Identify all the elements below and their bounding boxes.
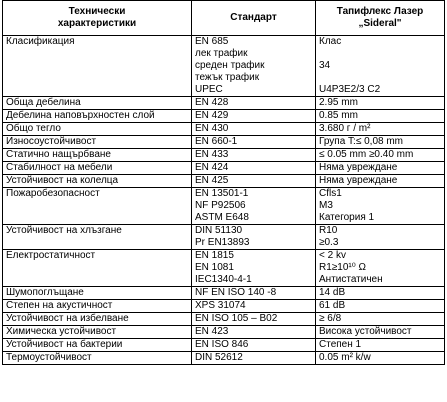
value-cell-text: Категория 1 <box>319 212 375 223</box>
header-standard <box>192 1 316 36</box>
standard-cell-text: Pr EN13893 <box>195 237 250 248</box>
characteristic-cell <box>3 110 192 123</box>
standard-cell-text: EN 1081 <box>195 262 234 273</box>
standard-cell-text: EN 423 <box>195 326 229 337</box>
value-cell <box>316 188 445 225</box>
characteristic-cell <box>3 225 192 250</box>
standard-cell-text: DIN 52612 <box>195 352 243 363</box>
table-row <box>3 175 445 188</box>
value-cell-text: Антистатичен <box>319 274 383 285</box>
value-cell-text: Клас <box>319 36 342 47</box>
characteristic-cell-text: Статично нащърбване <box>6 149 111 160</box>
table-row <box>3 287 445 300</box>
value-cell-text: 0.05 m² k/w <box>319 352 371 363</box>
standard-cell <box>192 313 316 326</box>
standard-cell-text: UPEC <box>195 84 223 95</box>
characteristic-cell <box>3 162 192 175</box>
value-cell-text: Cfls1 <box>319 188 342 199</box>
table-row <box>3 97 445 110</box>
value-cell-text: 0.85 mm <box>319 110 358 121</box>
characteristic-cell <box>3 188 192 225</box>
standard-cell-text: лек трафик <box>195 48 248 59</box>
standard-cell-text: EN 429 <box>195 110 229 121</box>
value-cell-text: 3.680 г / m² <box>319 123 371 134</box>
table-row <box>3 188 445 225</box>
standard-cell-text: XPS 31074 <box>195 300 246 311</box>
value-cell <box>316 162 445 175</box>
value-cell-text: U4P3E2/3 C2 <box>319 84 381 95</box>
table-body <box>3 36 445 365</box>
standard-cell <box>192 97 316 110</box>
header-characteristics-line1: Технически <box>68 6 126 17</box>
standard-cell-text: EN 433 <box>195 149 229 160</box>
header-characteristics-line2: характеристики <box>57 18 137 29</box>
standard-cell-text: EN 424 <box>195 162 229 173</box>
value-cell <box>316 225 445 250</box>
characteristic-cell <box>3 339 192 352</box>
standard-cell-text: EN ISO 846 <box>195 339 249 350</box>
standard-cell-text: среден трафик <box>195 60 265 71</box>
characteristic-cell-text <box>6 48 188 60</box>
value-cell-text: M3 <box>319 200 333 211</box>
value-cell <box>316 149 445 162</box>
characteristic-cell <box>3 287 192 300</box>
table-row <box>3 36 445 97</box>
standard-cell <box>192 188 316 225</box>
standard-cell <box>192 339 316 352</box>
header-product-line1: Тапифлекс Лазер <box>336 6 424 17</box>
characteristic-cell-text <box>6 262 188 274</box>
standard-cell <box>192 287 316 300</box>
table-row <box>3 162 445 175</box>
value-cell-text: Няма увреждане <box>319 162 398 173</box>
standard-cell-text: EN 13501-1 <box>195 188 249 199</box>
value-cell-text: 34 <box>319 60 331 71</box>
specifications-table <box>2 0 445 365</box>
standard-cell-text: EN 430 <box>195 123 229 134</box>
header-characteristics <box>3 1 192 36</box>
value-cell-text: R10 <box>319 225 338 236</box>
header-standard-label: Стандарт <box>230 12 277 23</box>
standard-cell-text: EN ISO 105 – B02 <box>195 313 278 324</box>
standard-cell <box>192 300 316 313</box>
table-row <box>3 313 445 326</box>
value-cell-text <box>319 48 441 60</box>
value-cell <box>316 136 445 149</box>
characteristic-cell-text: Химическа устойчивост <box>6 326 117 337</box>
value-cell-text: 2.95 mm <box>319 97 358 108</box>
value-cell <box>316 97 445 110</box>
characteristic-cell-text: Електростатичност <box>6 250 96 261</box>
characteristic-cell-text <box>6 200 188 212</box>
value-cell-text: 61 dB <box>319 300 346 311</box>
characteristic-cell-text: Термоустойчивост <box>6 352 92 363</box>
value-cell-text: Няма увреждане <box>319 175 398 186</box>
standard-cell <box>192 352 316 365</box>
value-cell <box>316 326 445 339</box>
characteristic-cell <box>3 175 192 188</box>
characteristic-cell <box>3 250 192 287</box>
characteristic-cell-text <box>6 237 188 249</box>
standard-cell-text: ASTM E648 <box>195 212 249 223</box>
characteristic-cell-text: Устойчивост на бактерии <box>6 339 123 350</box>
value-cell <box>316 123 445 136</box>
characteristic-cell-text: Обща дебелина <box>6 97 81 108</box>
table-row <box>3 300 445 313</box>
header-row <box>3 1 445 36</box>
characteristic-cell-text <box>6 60 188 72</box>
characteristic-cell-text <box>6 274 188 286</box>
value-cell-text <box>319 72 441 84</box>
characteristic-cell-text: Общо тегло <box>6 123 61 134</box>
value-cell <box>316 352 445 365</box>
value-cell <box>316 250 445 287</box>
characteristic-cell <box>3 123 192 136</box>
table-row <box>3 123 445 136</box>
standard-cell <box>192 123 316 136</box>
value-cell <box>316 339 445 352</box>
characteristic-cell <box>3 36 192 97</box>
characteristic-cell <box>3 136 192 149</box>
characteristic-cell-text: Шумопоглъщане <box>6 287 84 298</box>
characteristic-cell <box>3 352 192 365</box>
value-cell <box>316 300 445 313</box>
value-cell-text: ≥ 6/8 <box>319 313 342 324</box>
characteristic-cell-text <box>6 84 188 96</box>
value-cell-text: Група T:≤ 0,08 mm <box>319 136 404 147</box>
characteristic-cell <box>3 149 192 162</box>
value-cell <box>316 110 445 123</box>
characteristic-cell <box>3 326 192 339</box>
characteristic-cell-text: Устойчивост на колелца <box>6 175 119 186</box>
value-cell-text: 14 dB <box>319 287 346 298</box>
standard-cell-text: EN 660-1 <box>195 136 238 147</box>
standard-cell-text: DIN 51130 <box>195 225 243 236</box>
characteristic-cell-text: Стабилност на мебели <box>6 162 113 173</box>
characteristic-cell-text: Пожаробезопасност <box>6 188 100 199</box>
value-cell <box>316 36 445 97</box>
value-cell-text: R1≥10¹⁰ Ω <box>319 262 366 273</box>
table-row <box>3 149 445 162</box>
standard-cell-text: IEC1340-4-1 <box>195 274 252 285</box>
standard-cell-text: NF EN ISO 140 -8 <box>195 287 277 298</box>
table-row <box>3 339 445 352</box>
characteristic-cell-text: Устойчивост на избелване <box>6 313 129 324</box>
standard-cell <box>192 162 316 175</box>
standard-cell-text: NF P92506 <box>195 200 246 211</box>
standard-cell <box>192 326 316 339</box>
standard-cell <box>192 250 316 287</box>
standard-cell <box>192 225 316 250</box>
standard-cell-text: тежък трафик <box>195 72 260 83</box>
value-cell-text: ≥0.3 <box>319 237 339 248</box>
characteristic-cell-text: Класификация <box>6 36 75 47</box>
value-cell-text: ≤ 0.05 mm ≥0.40 mm <box>319 149 414 160</box>
characteristic-cell-text: Степен на акустичност <box>6 300 113 311</box>
value-cell-text: Висока устойчивост <box>319 326 412 337</box>
value-cell-text: Степен 1 <box>319 339 362 350</box>
characteristic-cell-text: Устойчивост на хлъзгане <box>6 225 122 236</box>
table-row <box>3 352 445 365</box>
standard-cell <box>192 36 316 97</box>
characteristic-cell <box>3 300 192 313</box>
standard-cell <box>192 110 316 123</box>
characteristic-cell-text: Дебелина наповърхностен слой <box>6 110 155 121</box>
standard-cell-text: EN 1815 <box>195 250 234 261</box>
characteristic-cell <box>3 97 192 110</box>
table-row <box>3 110 445 123</box>
table-row <box>3 225 445 250</box>
header-product <box>316 1 445 36</box>
characteristic-cell-text <box>6 72 188 84</box>
table-row <box>3 250 445 287</box>
value-cell-text: < 2 kv <box>319 250 346 261</box>
standard-cell-text: EN 425 <box>195 175 229 186</box>
value-cell <box>316 175 445 188</box>
value-cell <box>316 313 445 326</box>
characteristic-cell-text <box>6 212 188 224</box>
standard-cell-text: EN 428 <box>195 97 229 108</box>
characteristic-cell-text: Износоустойчивост <box>6 136 97 147</box>
value-cell <box>316 287 445 300</box>
header-product-line2: „Sideral" <box>358 18 402 29</box>
standard-cell <box>192 175 316 188</box>
standard-cell <box>192 136 316 149</box>
table-row <box>3 326 445 339</box>
standard-cell <box>192 149 316 162</box>
standard-cell-text: EN 685 <box>195 36 229 47</box>
characteristic-cell <box>3 313 192 326</box>
table-row <box>3 136 445 149</box>
